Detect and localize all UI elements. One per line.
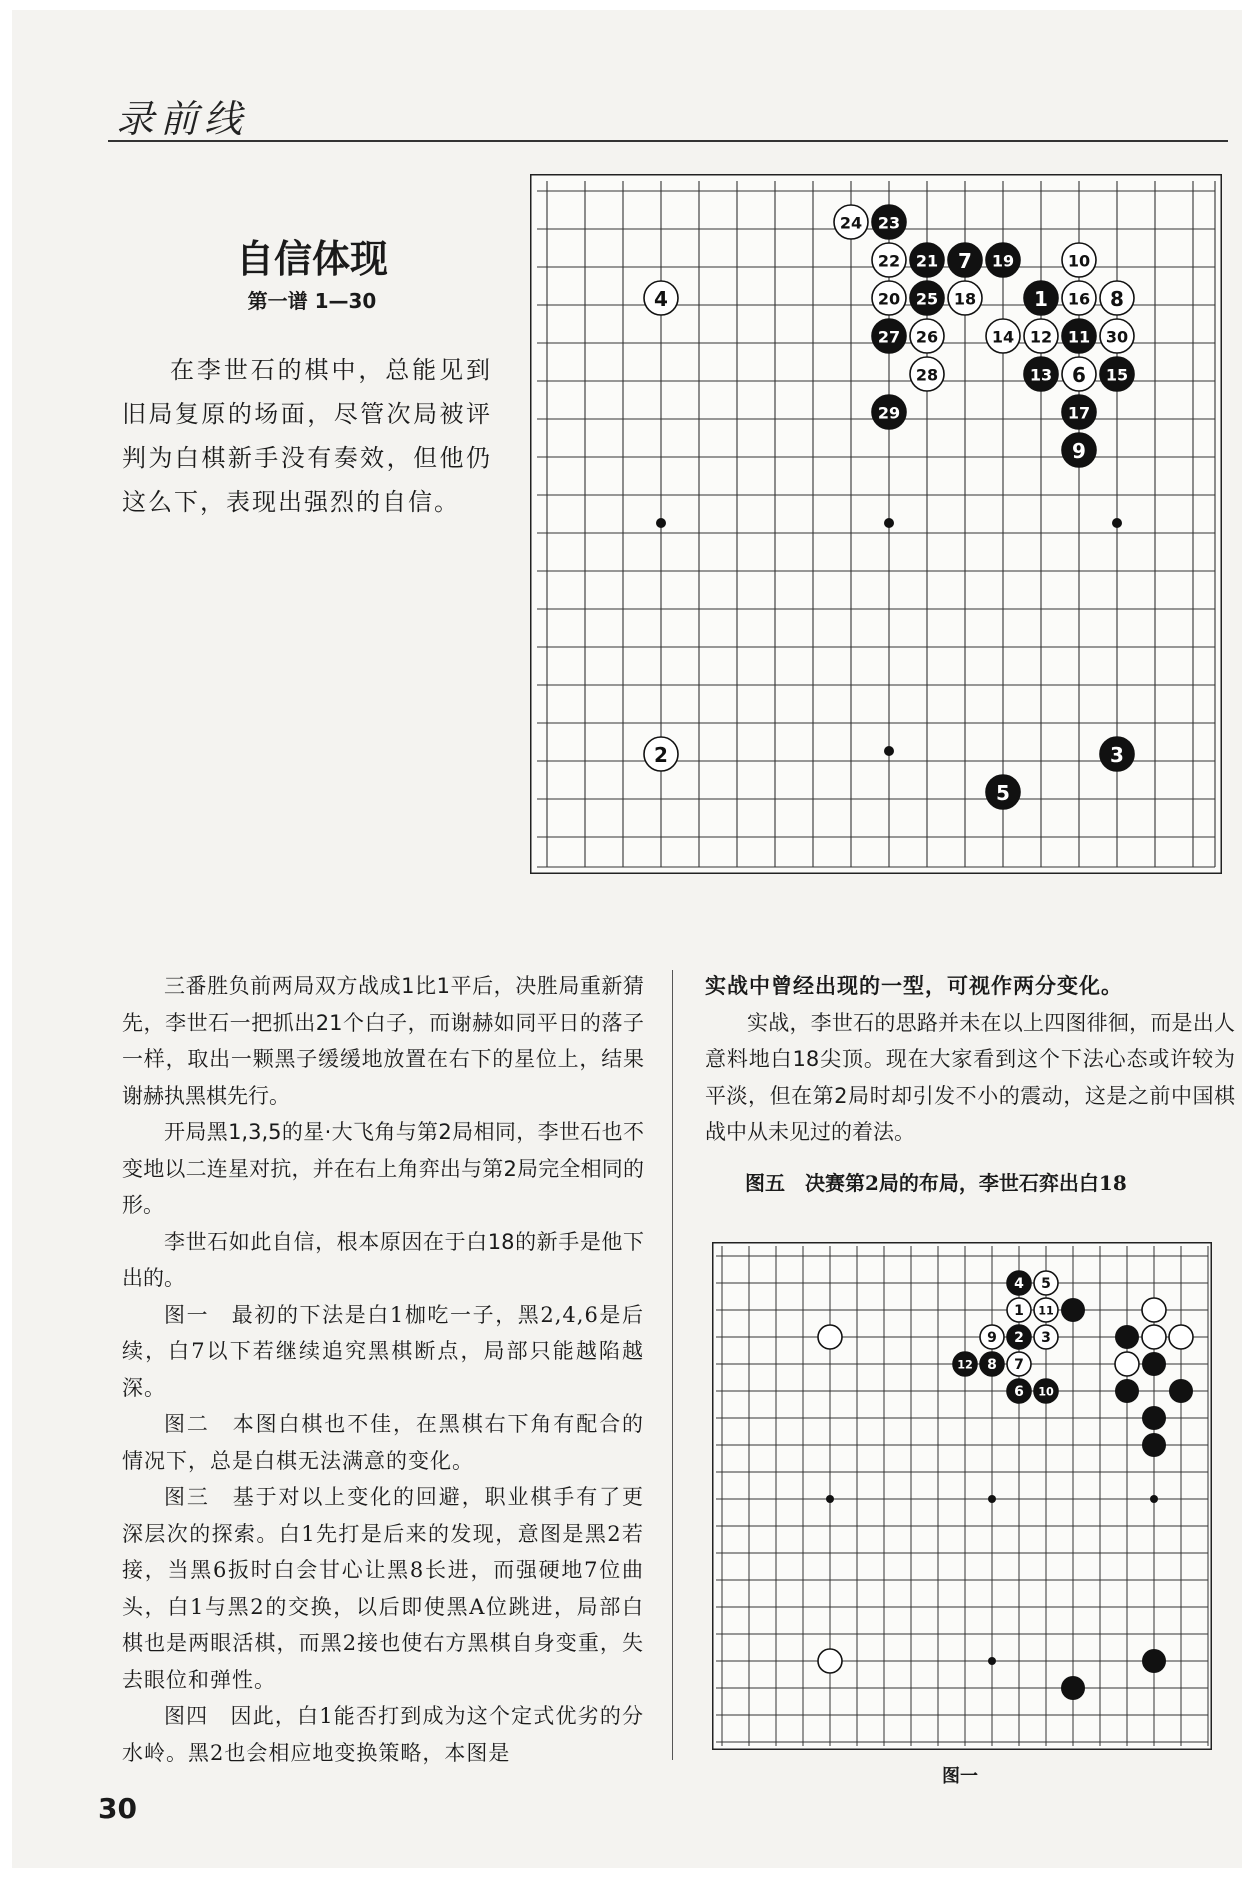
stone-number: 26 <box>915 327 939 347</box>
stone-number: 5 <box>1041 1276 1051 1292</box>
black-stone <box>1142 1352 1166 1376</box>
article-subtitle: 第一谱 1—30 <box>247 289 377 313</box>
stone-number: 20 <box>877 289 901 309</box>
stone-number: 17 <box>1067 403 1091 423</box>
figure-note: 图一 最初的下法是白1枷吃一子，黑2,4,6是后续，白7以下若继续追究黑棋断点，局部只能越陷越深。 <box>122 1302 644 1400</box>
stone-number: 25 <box>915 289 939 309</box>
stone-number: 7 <box>1014 1357 1024 1373</box>
stone-number: 21 <box>915 251 939 271</box>
stone-number: 11 <box>1067 327 1091 347</box>
stone-number: 9 <box>1072 439 1086 463</box>
go-board-figure1 <box>712 1242 1212 1750</box>
white-stone <box>1169 1325 1193 1349</box>
black-stone <box>1142 1433 1166 1457</box>
body-left-column <box>122 968 644 1771</box>
white-stone <box>1142 1325 1166 1349</box>
figure-note: 图四 因此，白1能否打到成为这个定式优劣的分水岭。黑2也会相应地变换策略，本图是 <box>122 1704 644 1765</box>
header-title: 录前线 <box>116 97 249 141</box>
article-title: 自信体现 <box>235 237 388 281</box>
stone-number: 12 <box>1029 327 1053 347</box>
stone-number: 5 <box>996 781 1010 805</box>
stone-number: 4 <box>1014 1276 1024 1292</box>
stone-number: 13 <box>1029 365 1053 385</box>
white-stone <box>1115 1352 1139 1376</box>
stone-number: 6 <box>1072 363 1086 387</box>
white-stone <box>818 1649 842 1673</box>
black-stone <box>1142 1406 1166 1430</box>
stone-number: 28 <box>915 365 939 385</box>
paragraph-continued: 实战中曾经出现的一型，可视作两分变化。 <box>705 973 1123 998</box>
stone-number: 8 <box>1110 287 1124 311</box>
stone-number: 7 <box>958 249 972 273</box>
stone-number: 10 <box>1067 251 1091 271</box>
stone-number: 1 <box>1014 1303 1024 1319</box>
stone-number: 11 <box>1038 1304 1054 1318</box>
stone-number: 6 <box>1014 1384 1024 1400</box>
stone-number: 9 <box>987 1330 997 1346</box>
stone-number: 2 <box>654 743 668 767</box>
stone-number: 22 <box>877 251 901 271</box>
black-stone <box>1115 1379 1139 1403</box>
stone-number: 19 <box>991 251 1015 271</box>
black-stone <box>1115 1325 1139 1349</box>
stone-number: 29 <box>877 403 901 423</box>
column-divider <box>672 970 673 1760</box>
figure-label: 图一 <box>942 1766 978 1787</box>
page-number: 30 <box>98 1792 137 1825</box>
stone-number: 12 <box>957 1358 973 1372</box>
paragraph: 实战，李世石的思路并未在以上四图徘徊，而是出人意料地白18尖顶。现在大家看到这个下法心态或许较为平淡，但在第2局时却引发不小的震动，这是之前中国棋战中从未见过的着法。 <box>705 1010 1235 1144</box>
stone-number: 27 <box>877 327 901 347</box>
stone-number: 24 <box>839 213 863 233</box>
black-stone <box>1142 1649 1166 1673</box>
black-stone <box>1061 1298 1085 1322</box>
header-rule <box>108 140 1228 142</box>
stone-number: 3 <box>1041 1330 1051 1346</box>
black-stone <box>1169 1379 1193 1403</box>
stone-number: 15 <box>1105 365 1129 385</box>
paragraph: 三番胜负前两局双方战成1比1平后，决胜局重新猜先，李世石一把抓出21个白子，而谢赫如同平日的落子一样，取出一颗黑子缓缓地放置在右下的星位上，结果谢赫执黑棋先行。 <box>122 974 644 1108</box>
white-stone <box>818 1325 842 1349</box>
board-frame <box>712 1242 1212 1750</box>
black-stone <box>1061 1676 1085 1700</box>
white-stone <box>1142 1298 1166 1322</box>
article-intro: 在李世石的棋中，总能见到旧局复原的场面，尽管次局被评判为白棋新手没有奏效，但他仍这么下，表现出强烈的自信。 <box>122 356 492 516</box>
book-page <box>12 10 1242 1868</box>
figure5-caption: 图五 决赛第2局的布局，李世石弈出白18 <box>745 1170 1127 1195</box>
stone-number: 14 <box>991 327 1015 347</box>
stone-number: 18 <box>953 289 977 309</box>
paragraph: 李世石如此自信，根本原因在于白18的新手是他下出的。 <box>122 1229 644 1290</box>
stone-number: 1 <box>1034 287 1048 311</box>
stone-number: 2 <box>1014 1330 1024 1346</box>
stone-number: 30 <box>1105 327 1129 347</box>
stone-number: 16 <box>1067 289 1091 309</box>
stone-number: 3 <box>1110 743 1124 767</box>
go-board-main <box>530 174 1222 874</box>
stone-number: 10 <box>1038 1385 1054 1399</box>
stone-number: 8 <box>987 1357 997 1373</box>
stone-number: 4 <box>654 287 668 311</box>
figure-note: 图二 本图白棋也不佳，在黑棋右下角有配合的情况下，总是白棋无法满意的变化。 <box>122 1412 644 1473</box>
stone-number: 23 <box>877 213 901 233</box>
figure-note: 图三 基于对以上变化的回避，职业棋手有了更深层次的探索。白1先打是后来的发现，意图是黑2若接，当黑6扳时白会甘心让黑8长进，而强硬地7位曲头，白1与黑2的交换，以后即使黑A位跳进，局部白棋也是两眼活棋，而黑2接也使右方黑棋自身变重，失去眼位和弹性。 <box>122 1485 644 1692</box>
paragraph: 开局黑1,3,5的星·大飞角与第2局相同，李世石也不变地以二连星对抗，并在右上角弈出与第2局完全相同的形。 <box>122 1120 644 1217</box>
body-right-column <box>705 968 1235 1201</box>
